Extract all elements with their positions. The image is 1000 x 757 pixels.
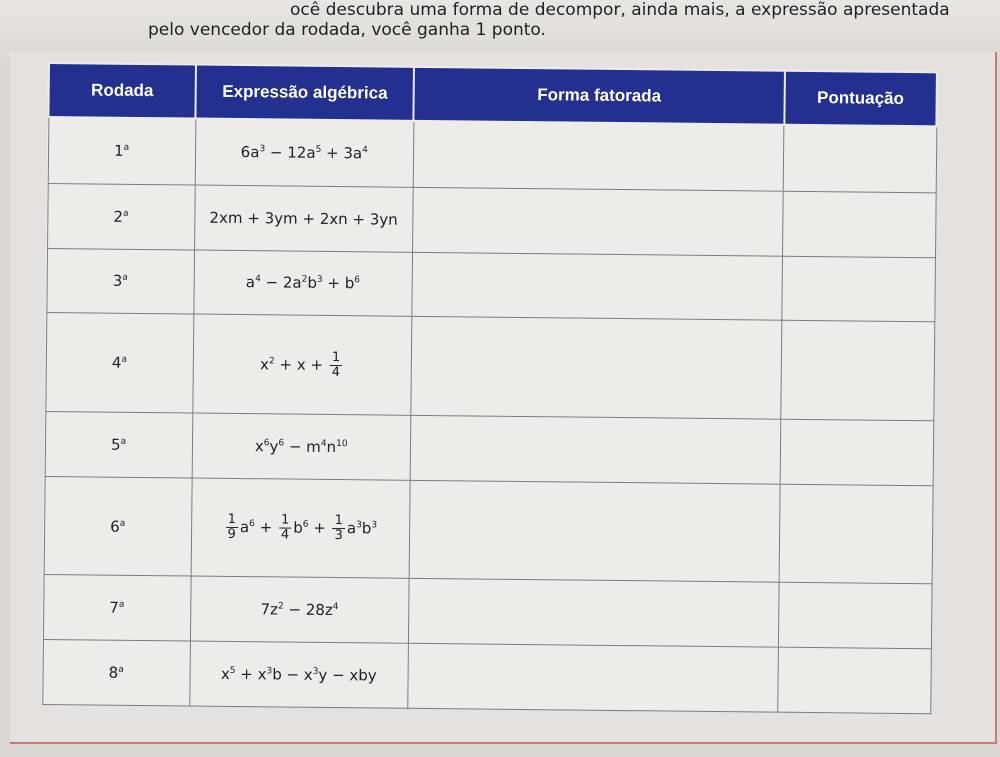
table-row <box>45 411 934 485</box>
expression-cell: $x^2 + x$ + $\frac{1}{4}$ <box>192 314 411 415</box>
expression-cell: $x^6y^6 - m^4n^{10}$ <box>192 413 411 480</box>
round-cell: 8$^a$ <box>42 640 190 706</box>
expression-cell: $6a^3 - 12a^5 + 3a^4$ <box>195 119 414 188</box>
expression-cell: $a^4 - 2a^2b^3 + b^6$ <box>194 250 413 317</box>
table-header-row <box>48 63 937 126</box>
factored-form-cell[interactable] <box>408 643 779 712</box>
instructions-text <box>60 0 960 40</box>
expression-cell: $x^5 + x^3b - x^3y$ − xby <box>189 641 408 708</box>
table-row <box>48 117 937 193</box>
round-cell: 3$^a$ <box>46 248 194 314</box>
header-rodada: Rodada <box>48 63 196 119</box>
score-cell[interactable] <box>779 484 932 584</box>
round-cell: 4$^a$ <box>45 313 193 413</box>
table-row <box>47 183 936 257</box>
table-row <box>44 476 933 584</box>
round-cell: 7$^a$ <box>43 575 191 641</box>
factored-form-cell[interactable] <box>408 579 779 648</box>
expression-cell: $7z^2 - 28z^4$ <box>190 576 409 643</box>
factored-form-cell[interactable] <box>411 317 782 420</box>
fraction: $\frac{1}{4}$ <box>331 349 341 380</box>
round-cell: 5$^a$ <box>45 411 193 477</box>
header-expressao-algebrica: Expressão algébrica <box>196 65 415 121</box>
score-cell[interactable] <box>780 419 933 485</box>
round-cell: 1$^a$ <box>48 117 196 185</box>
factored-form-cell[interactable] <box>409 480 780 583</box>
expression-cell: 2xm + 3ym + 2xn + 3yn <box>194 185 413 252</box>
factored-form-cell[interactable] <box>412 187 783 256</box>
factored-form-cell[interactable] <box>412 252 783 321</box>
score-cell[interactable] <box>778 647 931 713</box>
score-cell[interactable] <box>783 125 936 193</box>
fraction: $\frac{1}{3}$ <box>334 513 344 544</box>
instructions-line-1: ocê descubra uma forma de decompor, ainda mais, a expressão apresentada <box>290 0 950 20</box>
score-cell[interactable] <box>781 320 934 420</box>
instructions-line-2: pelo vencedor da rodada, você ganha 1 ponto. <box>148 20 546 40</box>
expression-cell: $\frac{1}{9}$ $a^6$ + $\frac{1}{4}$ $b^6$ + $\frac{1}{3}$ $a^3b^3$ <box>191 478 410 579</box>
table-row <box>45 313 934 421</box>
table-row <box>42 640 931 714</box>
round-cell: 6$^a$ <box>44 476 192 576</box>
header-pontuacao: Pontuação <box>784 71 937 127</box>
factored-form-cell[interactable] <box>410 415 781 484</box>
score-cell[interactable] <box>783 191 936 257</box>
header-forma-fatorada: Forma fatorada <box>414 67 785 125</box>
score-cell[interactable] <box>782 256 935 322</box>
factored-form-cell[interactable] <box>413 121 784 191</box>
scoring-table <box>41 62 938 714</box>
table-row <box>43 575 932 649</box>
fraction: $\frac{1}{9}$ <box>227 511 237 543</box>
score-cell[interactable] <box>779 583 932 649</box>
round-cell: 2$^a$ <box>47 183 195 249</box>
table-row <box>46 248 935 322</box>
fraction: $\frac{1}{4}$ <box>280 512 290 543</box>
